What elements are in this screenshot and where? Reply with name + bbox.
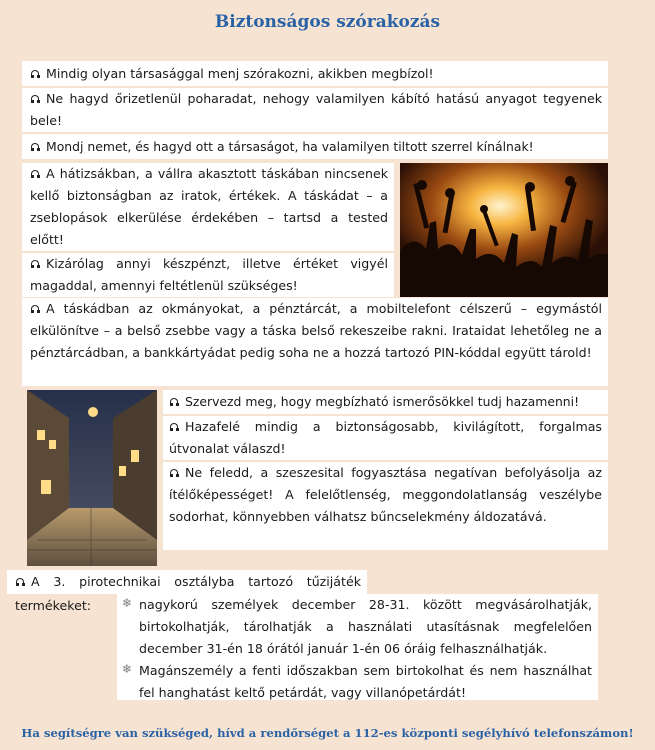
fireworks-rule-text-2: Magánszemély a fenti időszakban sem birtokolhat és nem használhat fel hanghatást keltő petárdát, vagy villanópetárdát! — [139, 663, 592, 700]
night-street-image — [27, 390, 157, 566]
tip-box-2 — [22, 88, 608, 132]
tip-box-5 — [22, 253, 394, 297]
fireworks-rules-box — [117, 594, 598, 700]
headphones-bullet-icon — [30, 143, 40, 152]
tip-text-3: Mondj nemet, és hagyd ott a társaságot, ha valamilyen tiltott szerrel kínálnak! — [46, 139, 534, 154]
concert-crowd-image — [400, 163, 608, 297]
tip-text-4: A hátizsákban, a vállra akasztott táskában nincsenek kellő biztonságban az iratok, értékek. A táskádat – a zseblopások elkerülése érdekében – tartsd a tested előtt! — [30, 166, 388, 247]
tip-box-8 — [163, 416, 608, 460]
fireworks-rule-1 — [117, 594, 598, 660]
tip-box-1 — [22, 61, 608, 86]
headphones-bullet-icon — [169, 423, 179, 432]
snowflake-icon: ❄ — [122, 662, 133, 676]
tip-text-7: Szervezd meg, hogy megbízható ismerősökkel tudj hazamenni! — [185, 394, 580, 409]
tip-text-1: Mindig olyan társasággal menj szórakozni, akikben megbízol! — [46, 66, 434, 81]
fireworks-rule-text-1: nagykorú személyek december 28-31. között megvásárolhatják, birtokolhatják, tárolhatják a használati utasításnak megfelelően december 31-én 18 órától január 1-én 06 óráig felhasználhatják. — [139, 597, 592, 656]
tip-box-7 — [163, 390, 608, 414]
tip-text-2: Ne hagyd őrizetlenül poharadat, nehogy valamilyen kábító hatású anyagot tegyenek bele! — [30, 91, 602, 128]
fireworks-rule-2 — [117, 660, 598, 704]
tip-box-9 — [163, 462, 608, 550]
headphones-bullet-icon — [30, 260, 40, 269]
headphones-bullet-icon — [30, 95, 40, 104]
tip-box-3 — [22, 134, 608, 159]
tip-text-6: A táskádban az okmányokat, a pénztárcát, a mobiltelefont célszerű – egymástól elkülönítve – a belső zsebbe vagy a táska belső rekeszeibe rakni. Irataidat lehetőleg ne a pénztárcádban, a bankkártyádat pedig soha ne a hozzá tartozó PIN-kóddal együtt tárold! — [30, 301, 602, 360]
fireworks-intro-text: A 3. pirotechnikai osztályba tartozó tűzijáték termékeket: — [15, 574, 361, 613]
headphones-bullet-icon — [15, 578, 25, 587]
snowflake-icon: ❄ — [122, 596, 133, 610]
tip-box-6 — [22, 298, 608, 386]
headphones-bullet-icon — [30, 70, 40, 79]
headphones-bullet-icon — [30, 170, 40, 179]
headphones-bullet-icon — [169, 469, 179, 478]
footer-help-text: Ha segítségre van szükséged, hívd a rendőrséget a 112-es központi segélyhívó telefonszámon! — [21, 726, 634, 740]
tip-text-5: Kizárólag annyi készpénzt, illetve értéket vigyél magaddal, amennyi feltétlenül szükséges! — [30, 256, 388, 293]
headphones-bullet-icon — [30, 305, 40, 314]
tip-text-8: Hazafelé mindig a biztonságosabb, kivilágított, forgalmas útvonalat válaszd! — [169, 419, 602, 456]
fireworks-intro-box — [7, 570, 367, 613]
tip-text-9: Ne feledd, a szeszesital fogyasztása negatívan befolyásolja az ítélőképességet! A felelőtlenség, meggondolatlanság veszélybe sodorhat, könnyebben válhatsz bűncselekmény áldozatává. — [169, 465, 602, 524]
headphones-bullet-icon — [169, 398, 179, 407]
page-title: Biztonságos szórakozás — [214, 12, 441, 32]
tip-box-4 — [22, 163, 394, 251]
